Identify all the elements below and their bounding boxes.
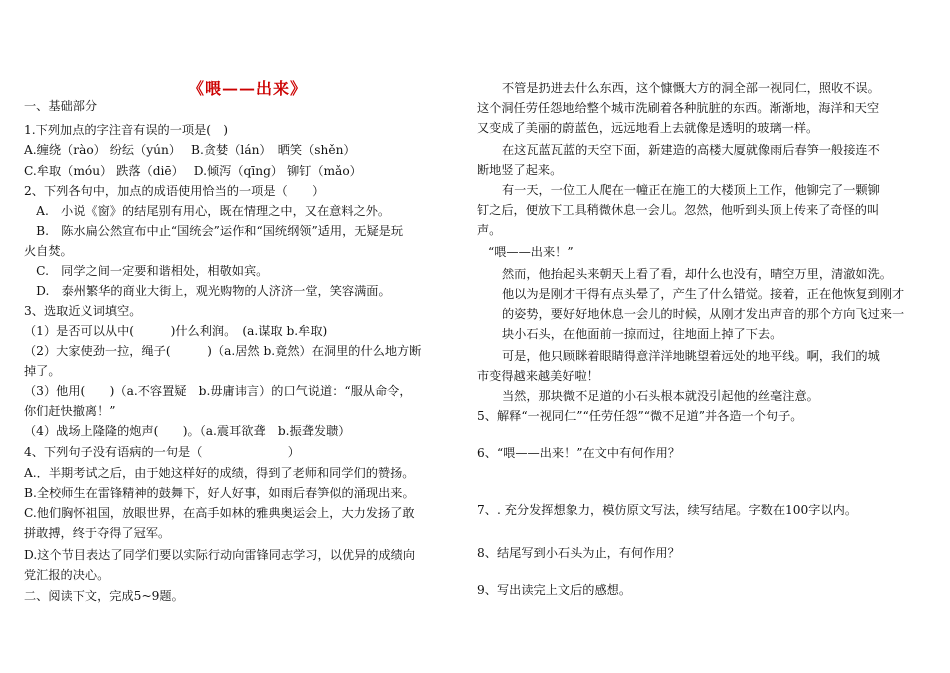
right-line: 然而，他抬起头来朝天上看了看，却什么也没有，晴空万里，清澈如洗。 <box>502 267 892 281</box>
left-line: A. 小说《窗》的结尾别有用心，既在情理之中，又在意料之外。 <box>24 204 391 218</box>
left-line: 2、下列各句中，加点的成语使用恰当的一项是（ ） <box>24 184 325 198</box>
left-line: 一、基础部分 <box>24 99 98 113</box>
right-line: 块小石头，在他面前一掠而过，往地面上掉了下去。 <box>502 327 783 341</box>
page-title: 《喂——出来》 <box>188 79 308 98</box>
left-line: 你们赶快撤离！” <box>24 404 116 418</box>
right-line: 不管是扔进去什么东西，这个慷慨大方的洞全部一视同仁，照收不误。 <box>502 81 880 95</box>
left-line: B. 陈水扁公然宣布中止“国统会”运作和“国统纲领”适用，无疑是玩 <box>24 224 404 238</box>
right-line: 这个洞任劳任怨地给整个城市洗刷着各种肮脏的东西。渐渐地，海洋和天空 <box>477 101 880 115</box>
right-line: 他以为是刚才干得有点头晕了，产生了什么错觉。接着，正在他恢复到刚才 <box>502 287 905 301</box>
left-line: （1）是否可以从中( )什么利润。 (a.谋取 b.牟取) <box>24 324 328 338</box>
right-line: 又变成了美丽的蔚蓝色，远远地看上去就像是透明的玻璃一样。 <box>477 121 819 135</box>
left-line: 拼敢搏，终于夺得了冠军。 <box>24 526 171 540</box>
left-line: （2）大家使劲一拉，绳子( )（a.居然 b.竟然）在洞里的什么地方断 <box>24 344 422 358</box>
left-line: D.这个节目表达了同学们要以实际行动向雷锋同志学习，以优异的成绩向 <box>24 548 416 562</box>
right-line: 9、写出读完上文后的感想。 <box>477 583 632 597</box>
left-line: D. 泰州繁华的商业大街上，观光购物的人济济一堂，笑容满面。 <box>24 284 391 298</box>
left-line: （4）战场上隆隆的炮声( )。（a.震耳欲聋 b.振聋发聩） <box>24 424 351 438</box>
left-line: 4、下列句子没有语病的一句是（ ） <box>24 445 300 459</box>
left-line: 3、选取近义词填空。 <box>24 304 142 318</box>
right-line: 有一天，一位工人爬在一幢正在施工的大楼顶上工作，他铆完了一颗铆 <box>502 183 880 197</box>
right-line: 在这瓦蓝瓦蓝的天空下面，新建造的高楼大厦就像雨后春笋一般接连不 <box>502 143 880 157</box>
left-line: 二、阅读下文，完成5~9题。 <box>24 589 184 603</box>
right-line: 断地竖了起来。 <box>477 163 563 177</box>
left-line: C.他们胸怀祖国，放眼世界，在高手如林的雅典奥运会上，大力发扬了敢 <box>24 506 415 520</box>
right-line: 市变得越来越美好啦！ <box>477 369 599 383</box>
left-line: C.牟取（móu） 跌落（diē） D.倾泻（qīng） 铆钉（mǎo） <box>24 164 362 178</box>
right-line: 钉之后，便放下工具稍微休息一会儿。忽然，他听到头顶上传来了奇怪的叫 <box>477 203 880 217</box>
left-line: （3）他用( )（a.不容置疑 b.毋庸讳言）的口气说道：“服从命令， <box>24 384 412 398</box>
right-line: 6、“喂——出来！”在文中有何作用？ <box>477 446 681 460</box>
left-line: 党汇报的决心。 <box>24 568 110 582</box>
left-line: 1.下列加点的字注音有误的一项是( ) <box>24 123 228 137</box>
right-line: 声。 <box>477 223 502 237</box>
left-line: C. 同学之间一定要和谐相处，相敬如宾。 <box>24 264 269 278</box>
left-line: 火自焚。 <box>24 244 73 258</box>
left-line: 掉了。 <box>24 364 61 378</box>
left-line: B.全校师生在雷锋精神的鼓舞下，好人好事，如雨后春笋似的涌现出来。 <box>24 486 415 500</box>
right-line: “喂——出来！” <box>488 245 574 259</box>
right-line: 的姿势，要好好地休息一会儿的时候，从刚才发出声音的那个方向飞过来一 <box>502 307 905 321</box>
right-line: 7、. 充分发挥想象力，模仿原文写法，续写结尾。字数在100字以内。 <box>477 503 858 517</box>
right-line: 当然，那块微不足道的小石头根本就没引起他的丝毫注意。 <box>502 389 819 403</box>
left-line: A.．半期考试之后，由于她这样好的成绩，得到了老师和同学们的赞扬。 <box>24 466 415 480</box>
left-line: A.缠绕（rào） 纷纭（yún） B.贪婪（lán） 晒笑（shěn） <box>24 143 356 157</box>
right-line: 8、结尾写到小石头为止，有何作用？ <box>477 546 680 560</box>
right-line: 5、解释“一视同仁”“任劳任怨”“微不足道”并各造一个句子。 <box>477 409 803 423</box>
right-line: 可是，他只顾眯着眼睛得意洋洋地眺望着远处的地平线。啊，我们的城 <box>502 349 880 363</box>
